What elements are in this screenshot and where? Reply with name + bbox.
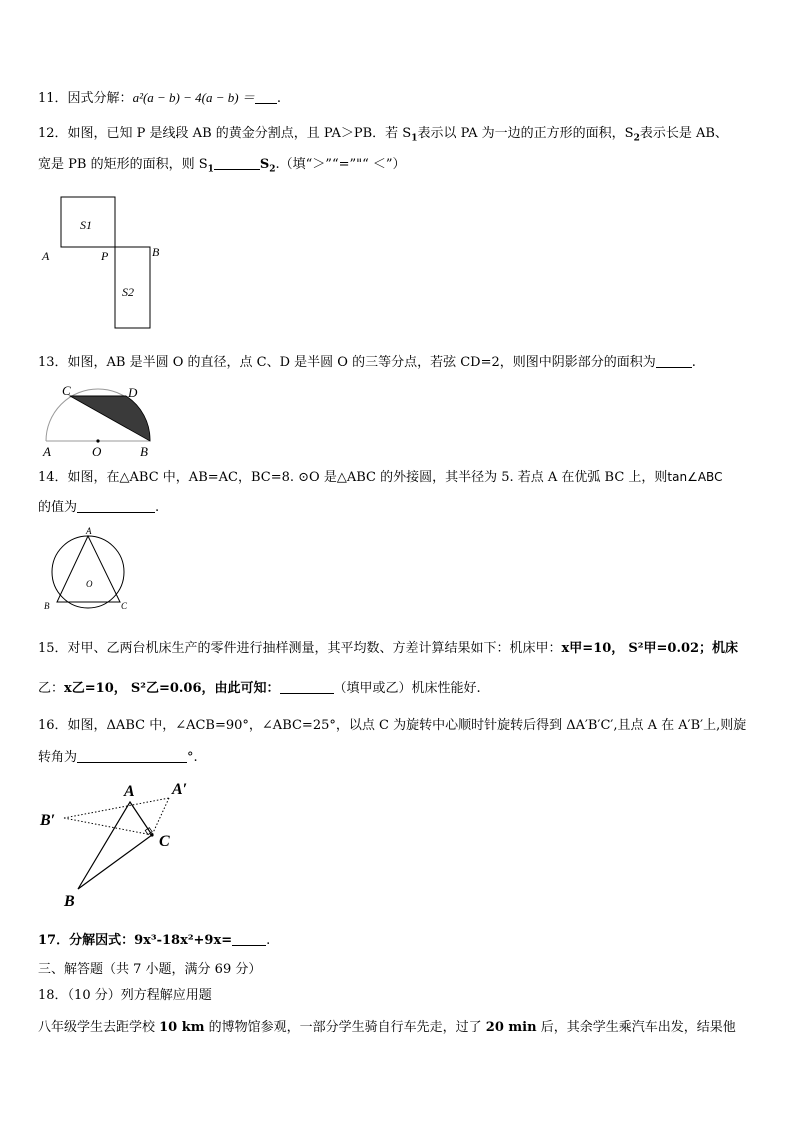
section-3-text: 三、解答题（共 7 小题，满分 69 分）	[38, 962, 262, 977]
q12-text-b: 表示以 PA 为一边的正方形的面积，S	[417, 126, 634, 141]
q11-expression: a²(a − b) − 4(a − b) ＝	[132, 90, 255, 105]
shaded-region	[70, 396, 150, 441]
q17-end: .	[266, 933, 271, 948]
label-d: D	[128, 385, 138, 400]
q12-sub1: 1	[411, 133, 418, 144]
q18-time: 20 min	[485, 1020, 537, 1035]
q14-text-a: 14．如图，在△ABC 中，AB=AC，BC=8. ⊙O 是△ABC 的外接圆，其半径为 5. 若点 A 在优弧 BC 上，则	[38, 470, 668, 485]
label-o: O	[86, 579, 93, 589]
label-a-prime: A′	[172, 781, 188, 798]
label-a: A	[43, 444, 51, 459]
q11-answer-blank	[255, 91, 277, 104]
label-b: B	[44, 601, 50, 611]
q12-text-c: 表示长是 AB、	[639, 126, 728, 141]
label-o: O	[92, 444, 102, 459]
q12-text-a: 12．如图，已知 P 是线段 AB 的黄金分割点，且 PA＞PB．若 S	[38, 126, 412, 141]
q12-text-d: 宽是 PB 的矩形的面积，则 S	[38, 157, 208, 172]
q18-title	[38, 988, 212, 1004]
q16-answer-blank	[77, 750, 187, 763]
q14-end: .	[155, 500, 160, 515]
q11-number: 11．	[38, 91, 68, 106]
q15-mean-jia: x甲=10，	[561, 641, 625, 656]
q18-text-b: 的博物馆参观，一部分学生骑自行车先走，过了	[204, 1020, 486, 1035]
label-b: B	[140, 444, 148, 459]
q12-sub2b: 2	[269, 164, 276, 175]
q15-line1	[38, 641, 738, 657]
q13-end: .	[691, 355, 696, 370]
label-a: A	[42, 249, 50, 263]
q14-text-b: 的值为	[38, 500, 78, 515]
q15-variance-jia: S²甲=0.02；机床	[628, 641, 739, 656]
q15-text-b: 乙：	[38, 681, 65, 696]
q16-line1	[38, 718, 746, 734]
label-c: C	[62, 384, 71, 398]
q18-distance: 10 km	[159, 1020, 205, 1035]
q14-tan-abc: tan∠ABC	[667, 470, 723, 484]
seg-b2-a2	[64, 798, 169, 818]
q13-figure	[36, 384, 156, 460]
seg-a2-c	[152, 798, 169, 835]
q16-text-a: 16．如图，ΔABC 中，∠ACB=90°，∠ABC=25°，以点 C 为旋转中心顺时针旋转后得到 ΔA′B′C′,且点 A 在 A′B′上,则旋	[38, 718, 747, 733]
label-p: P	[101, 249, 109, 263]
circumcircle	[52, 536, 124, 608]
q13-line	[38, 355, 696, 371]
label-a: A	[86, 526, 92, 536]
q17-text: 17．分解因式：9x³-18x²+9x=	[38, 933, 233, 948]
q11	[38, 90, 281, 107]
q15-variance-yi: S²乙=0.06，由此可知：	[130, 681, 280, 696]
q14-line1	[38, 469, 722, 486]
q12-figure	[36, 190, 166, 335]
q13-text: 13．如图，AB 是半圆 O 的直径，点 C、D 是半圆 O 的三等分点，若弦 CD=2，则图中阴影部分的面积为	[38, 355, 656, 370]
q16-text-b: 转角为	[38, 750, 78, 765]
q15-line2	[38, 681, 481, 697]
q12-answer-blank	[214, 157, 260, 170]
q17-line	[38, 933, 270, 949]
label-s1: S1	[80, 218, 92, 232]
section-3-heading	[38, 962, 261, 978]
q18-body	[38, 1020, 736, 1036]
q15-mean-yi: x乙=10，	[64, 681, 127, 696]
q15-answer-blank	[280, 681, 334, 694]
q12-s2: S	[259, 157, 270, 172]
q14-answer-blank	[77, 500, 155, 513]
q18-title-text: 18．（10 分）列方程解应用题	[38, 988, 212, 1003]
q14-line2	[38, 500, 159, 516]
q14-figure	[36, 526, 136, 616]
triangle-abc	[78, 802, 152, 889]
q12-sub1b: 1	[207, 164, 214, 175]
q18-text-a: 八年级学生去距学校	[38, 1020, 160, 1035]
q11-label: 因式分解：	[67, 91, 133, 106]
label-a: A	[124, 783, 135, 800]
seg-b2-c	[64, 818, 152, 835]
label-b: B	[152, 245, 160, 259]
label-b: B	[64, 893, 75, 910]
q17-answer-blank	[232, 933, 266, 946]
q12-text-e: .（填“＞”“=”"“ ＜”）	[275, 157, 406, 172]
triangle-abc	[57, 536, 120, 602]
q15-text-a: 15．对甲、乙两台机床生产的零件进行抽样测量，其平均数、方差计算结果如下：机床甲：	[38, 641, 562, 656]
label-c: C	[159, 833, 170, 850]
q12-line1	[38, 126, 728, 142]
center-o	[96, 439, 99, 442]
q12-sub2: 2	[633, 133, 640, 144]
q11-end: .	[276, 91, 281, 106]
label-s2: S2	[122, 285, 134, 299]
q16-line2	[38, 750, 198, 766]
q13-answer-blank	[656, 355, 692, 368]
q18-text-c: 后，其余学生乘汽车出发，结果他	[536, 1020, 736, 1035]
q16-end: °.	[187, 750, 198, 765]
q12-line2	[38, 157, 406, 173]
label-c: C	[121, 601, 128, 611]
q16-figure	[38, 778, 198, 912]
label-b-prime: B′	[40, 812, 56, 829]
q15-text-c: （填甲或乙）机床性能好.	[333, 681, 481, 696]
point-c	[150, 833, 153, 836]
